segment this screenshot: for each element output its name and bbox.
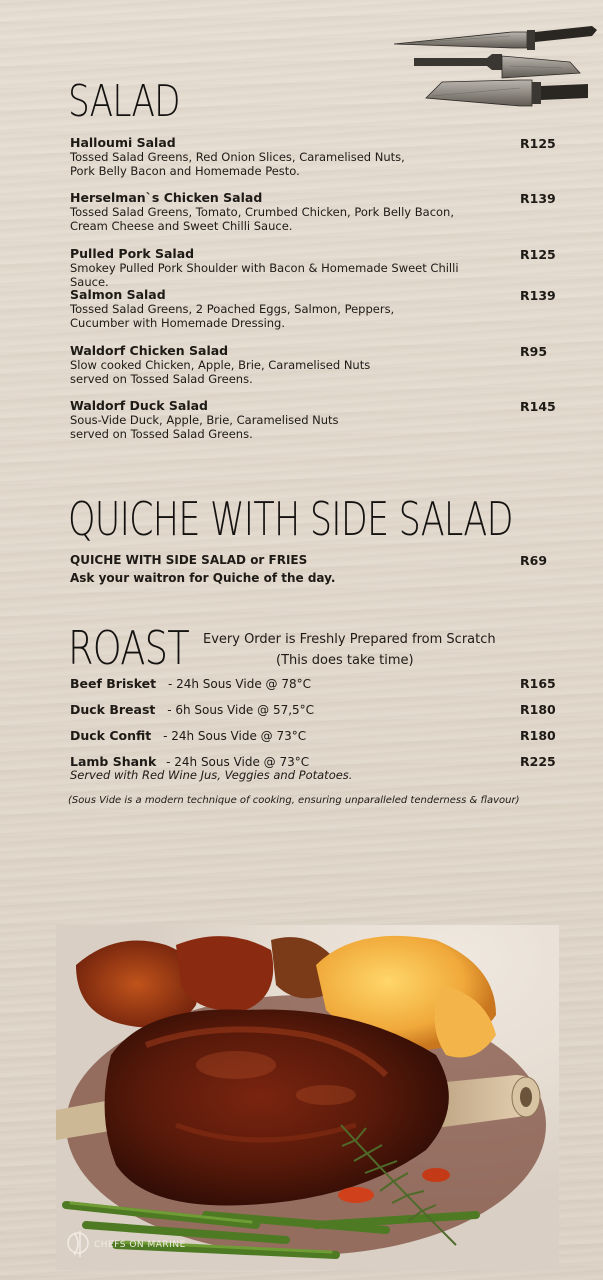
roast-item <box>70 728 306 743</box>
quiche-title: QUICHE WITH SIDE SALAD or FRIES <box>70 553 308 567</box>
menu-item <box>70 136 540 178</box>
menu-item <box>70 288 540 330</box>
roast-note-fresh: Every Order is Freshly Prepared from Scratch <box>203 632 496 647</box>
menu-item <box>70 399 540 441</box>
salad-heading: SALAD <box>68 76 180 127</box>
item-description: Tossed Salad Greens, 2 Poached Eggs, Salmon, Peppers, Cucumber with Homemade Dressing. <box>70 302 395 330</box>
item-price: R139 <box>520 288 556 303</box>
roast-item <box>70 754 309 769</box>
quiche-note: Ask your waitron for Quiche of the day. <box>70 571 336 585</box>
menu-item <box>70 344 540 386</box>
menu-item <box>70 191 540 233</box>
roast-note-time: (This does take time) <box>276 653 414 668</box>
item-price: R125 <box>520 136 556 151</box>
item-price: R225 <box>520 754 556 769</box>
roast-heading: ROAST <box>68 621 189 675</box>
item-name: Lamb Shank <box>70 754 157 769</box>
item-name: Herselman`s Chicken Salad <box>70 190 263 205</box>
item-description: Smokey Pulled Pork Shoulder with Bacon & Homemade Sweet Chilli Sauce. <box>70 261 459 289</box>
roast-item <box>70 702 314 717</box>
item-name: Waldorf Chicken Salad <box>70 343 229 358</box>
item-price: R139 <box>520 191 556 206</box>
menu-item <box>70 247 540 289</box>
item-description: Tossed Salad Greens, Red Onion Slices, Caramelised Nuts, Pork Belly Bacon and Homemade Pesto. <box>70 150 405 178</box>
served-with-note: Served with Red Wine Jus, Veggies and Potatoes. <box>70 768 353 782</box>
item-name: Duck Breast <box>70 702 156 717</box>
item-price: R180 <box>520 702 556 717</box>
item-method: - 6h Sous Vide @ 57,5°C <box>167 703 315 717</box>
knives-illustration <box>392 18 598 116</box>
item-price: R95 <box>520 344 548 359</box>
item-name: Halloumi Salad <box>70 135 176 150</box>
item-description: Tossed Salad Greens, Tomato, Crumbed Chicken, Pork Belly Bacon, Cream Cheese and Sweet Chilli Sauce. <box>70 205 455 233</box>
item-method: - 24h Sous Vide @ 73°C <box>163 729 307 743</box>
item-method: - 24h Sous Vide @ 78°C <box>167 677 311 691</box>
sous-vide-footnote: (Sous Vide is a modern technique of cooking, ensuring unparalleled tenderness & flavour) <box>68 795 520 806</box>
chefs-on-marine-logo-text: CHEFS ON MARINE <box>94 1240 186 1250</box>
item-name: Salmon Salad <box>70 287 166 302</box>
item-description: Sous-Vide Duck, Apple, Brie, Caramelised Nuts served on Tossed Salad Greens. <box>70 413 339 441</box>
item-name: Pulled Pork Salad <box>70 246 195 261</box>
quiche-heading: QUICHE WITH SIDE SALAD <box>68 492 513 546</box>
chef-logo-icon <box>68 1231 88 1257</box>
item-name: Duck Confit <box>70 728 152 743</box>
lamb-shank-photo <box>56 925 559 1270</box>
item-price: R125 <box>520 247 556 262</box>
item-price: R180 <box>520 728 556 743</box>
item-method: - 24h Sous Vide @ 73°C <box>166 755 310 769</box>
item-name: Waldorf Duck Salad <box>70 398 209 413</box>
quiche-price: R69 <box>520 553 548 568</box>
lamb-shank-illustration <box>56 925 559 1270</box>
item-price: R165 <box>520 676 556 691</box>
item-name: Beef Brisket <box>70 676 157 691</box>
item-description: Slow cooked Chicken, Apple, Brie, Caramelised Nuts served on Tossed Salad Greens. <box>70 358 371 386</box>
roast-item <box>70 676 311 691</box>
item-price: R145 <box>520 399 556 414</box>
